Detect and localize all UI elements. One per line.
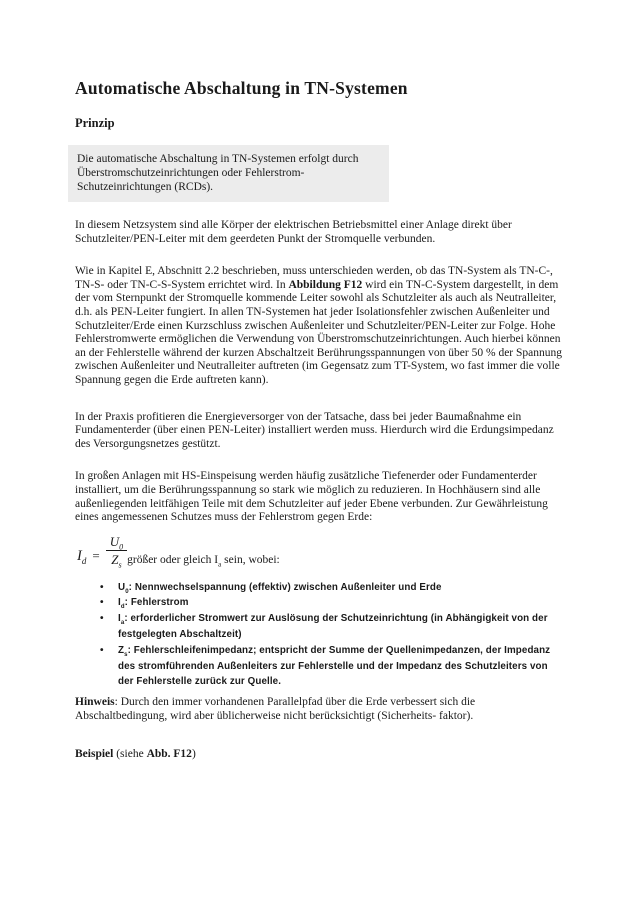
page-title: Automatische Abschaltung in TN-Systemen [75, 78, 408, 98]
fraction-numerator: $U_0$ [106, 534, 127, 551]
formula-lhs: $I_d$ [77, 547, 87, 566]
bullet-icon: • [100, 644, 104, 656]
principle-highlight-box: Die automatische Abschaltung in TN-Systemen erfolgt durch Überstromschutzeinrichtungen oder Fehlerstrom-Schutzeinrichtungen (RCDs). [68, 145, 389, 202]
example-caption: Beispiel (siehe Abb. F12) [75, 748, 196, 761]
fault-current-formula [75, 533, 566, 570]
symbol-definitions-list [75, 580, 566, 691]
note-paragraph: Hinweis: Durch den immer vorhandenen Parallelpfad über die Erde verbessert sich die Abschaltbedingung, wird aber üblicherweise nicht berücksichtigt (Sicherheits- faktor). [75, 696, 476, 722]
paragraph-tn-typen: Wie in Kapitel E, Abschnitt 2.2 beschrieben, muss unterschieden werden, ob das TN-System als TN-C-, TN-S- oder TN-C-S-System errichtet wird. In Abbildung F12 wird ein TN-C-System dargestellt, in dem der vom Sternpunkt der Stromquelle kommende Leiter sowohl als Schutzleiter als auch als Neutralleiter, d.h. als PEN-Leiter fungiert. In allen TN-Systemen hat jeder Isolationsfehler zwischen Außenleiter und Schutzleiter/Erde einen Kurzschluss zwischen Außenleiter und Schutzleiter/PEN-Leiter zur Folge. Hohe Fehlerstromwerte ermöglichen die Verwendung von Überstromschutzeinrichtungen. Auch hierbei können an der Fehlerstelle während der kurzen Abschaltzeit Berührungsspannungen von über 50 % der Spannung zwischen Außenleiter und Neutralleiter auftreten (im Gegensatz zum TT-System, wo fast immer die volle Spannung gegen die Erde auftreten kann). [75, 265, 563, 386]
paragraph-praxis: In der Praxis profitieren die Energieversorger von der Tatsache, dass bei jeder Baumaßnahme ein Fundamenterder (über einen PEN-Leiter) installiert werden muss. Hierdurch wird die Erdungsimpedanz des Versorgungsnetzes gestützt. [75, 410, 554, 450]
fraction-denominator: $Z_s$ [111, 551, 122, 570]
list-item [75, 580, 566, 596]
list-item [75, 595, 566, 611]
list-item [75, 611, 566, 643]
paragraph-grosse-anlagen: In großen Anlagen mit HS-Einspeisung werden häufig zusätzliche Tiefenerder oder Fundamenterder installiert, um die Berührungsspannung so stark wie möglich zu reduzieren. In Hochhäusern sind alle außenliegenden leitfähigen Teile mit dem Schutzleiter auf jeder Ebene verbunden. Zur Gewährleistung eines angemessenen Schutzes muss der Fehlerstrom gegen Erde: [75, 470, 548, 524]
definition-zs: $Z_s$: Fehlerschleifenimpedanz; entspricht der Summe der Quellenimpedanzen, der Impedanz des stromführenden Außenleiters zur Fehlerstelle und der Impedanz des Schutzleiters von der Fehlerstelle zurück zur Quelle. [118, 644, 551, 688]
bullet-icon: • [100, 613, 104, 625]
bullet-icon: • [100, 597, 104, 609]
definition-u0: $U_0$: Nennwechselspannung (effektiv) zwischen Außenleiter und Erde [118, 581, 442, 595]
definition-id: $I_d$: Fehlerstrom [118, 597, 189, 611]
formula-condition-text: größer oder gleich $I_a$ sein, wobei: [127, 553, 280, 568]
formula-equals-sign: = [92, 548, 100, 564]
definition-ia: $I_a$: erforderlicher Stromwert zur Auslösung der Schutzeinrichtung (in Abhängigkeit von der festgelegten Abschaltzeit) [118, 613, 548, 641]
paragraph-netzsystem: In diesem Netzsystem sind alle Körper der elektrischen Betriebsmittel einer Anlage direkt über Schutzleiter/PEN-Leiter mit dem geerdeten Punkt der Stromquelle verbunden. [75, 219, 512, 245]
formula-fraction [106, 533, 127, 570]
list-item [75, 643, 566, 690]
bullet-icon: • [100, 581, 104, 593]
section-heading-prinzip: Prinzip [75, 116, 115, 130]
